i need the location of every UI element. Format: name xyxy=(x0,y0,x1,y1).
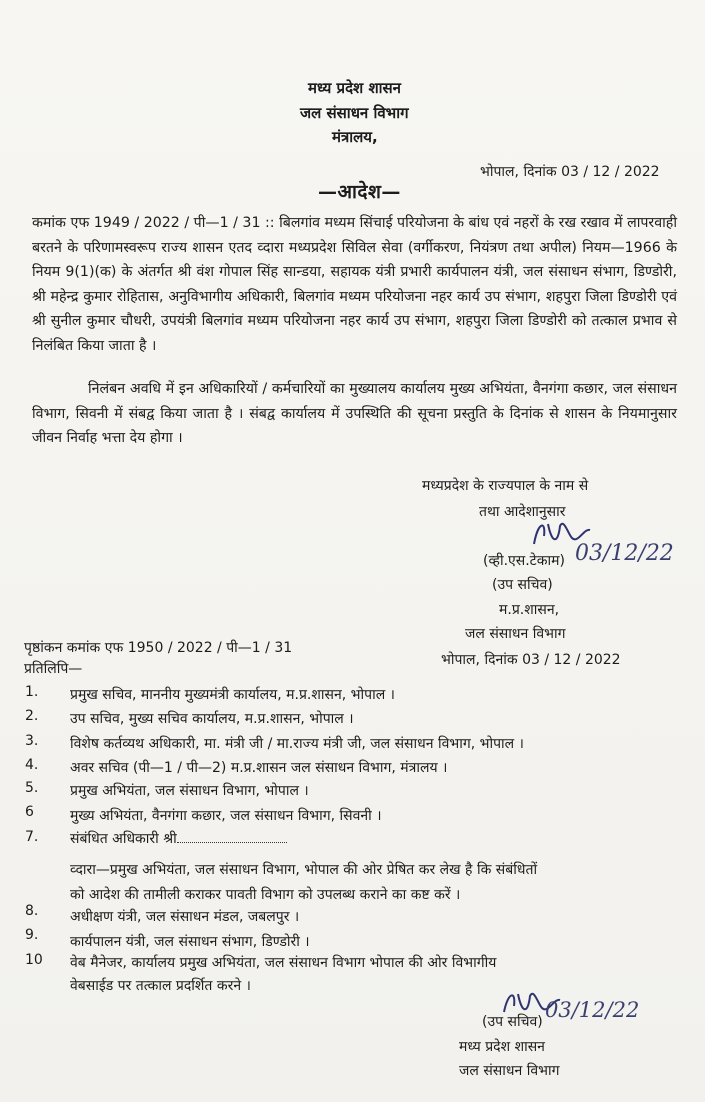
copy-item: अवर सचिव (पी—1 / पी—2) म.प्र.शासन जल संसाधन विभाग, मंत्रालय । xyxy=(70,760,448,776)
copy-item: विशेष कर्तव्यथ अधिकारी, मा. मंत्री जी / मा.राज्य मंत्री जी, जल संसाधन विभाग, भोपाल । xyxy=(70,736,524,752)
footer-org-2: जल संसाधन विभाग xyxy=(459,1063,560,1079)
endorsement-ref: पृष्ठांकन कमांक एफ 1950 / 2022 / पी—1 / 31 xyxy=(24,640,293,656)
header-ministry: मंत्रालय, xyxy=(332,128,378,146)
copy-item: उप सचिव, मुख्य सचिव कार्यालय, म.प्र.शासन, भोपाल । xyxy=(70,711,354,727)
copy-item-number: 1. xyxy=(25,684,39,700)
footer-signature-date: 03/12/22 xyxy=(545,998,640,1022)
copy-item: अधीक्षण यंत्री, जल संसाधन मंडल, जबलपुर । xyxy=(70,909,300,925)
signatory-org-1: म.प्र.शासन, xyxy=(499,602,560,618)
copy-item-continuation: को आदेश की तामीली कराकर पावती विभाग को उपलब्ध कराने का कष्ट करें । xyxy=(70,887,461,903)
copy-item-number: 2. xyxy=(25,708,39,724)
signatory-org-2: जल संसाधन विभाग xyxy=(465,626,566,642)
order-paragraph-2: निलंबन अवधि में इन अधिकारियों / कर्मचारियों का मुख्यालय कार्यालय मुख्य अभियंता, वैनगंगा कछार, जल संसाधन विभाग, सिवनी में संबद्व किया जाता है । संबद्व कार्यालय में उपस्थिति की सूचना प्रस्तुति के दिनांक से शासन के नियमानुसार जीवन निर्वाह भत्ता देय होगा । xyxy=(32,381,677,446)
order-title: —आदेश— xyxy=(318,181,401,203)
order-paragraph-1: कमांक एफ 1949 / 2022 / पी—1 / 31 :: बिलगांव मध्यम सिंचाई परियोजना के बांध एवं नहरों के रख रखाव में लापरवाही बरतने के परिणामस्वरूप राज्य शासन एतद व्दारा मध्यप्रदेश सिविल सेवा (वर्गीकरण, नियंत्रण तथा अपील) नियम—1966 के नियम 9(1)(क) के अंतर्गत श्री वंश गोपाल सिंह सान्डया, सहायक यंत्री प्रभारी कार्यपालन यंत्री, जल संसाधन संभाग, डिण्डोरी, श्री महेन्द्र कुमार रोहितास, अनुविभागीय अधिकारी, बिलगांव मध्यम परियोजना नहर कार्य उप संभाग, शहपुरा जिला डिण्डोरी एवं श्री सुनील कुमार चौधरी, उपयंत्री बिलगांव मध्यम परियोजना नहर कार्य उप संभाग, शहपुरा जिला डिण्डोरी को तत्काल प्रभाव से निलंबित किया जाता है । xyxy=(32,215,677,354)
copy-to-label: प्रतिलिपि— xyxy=(24,661,83,677)
copy-item-continuation: व्दारा—प्रमुख अभियंता, जल संसाधन विभाग, भोपाल की ओर प्रेषित कर लेख है कि संबंधितों xyxy=(70,862,538,878)
copy-item-number: 8. xyxy=(25,903,39,919)
blank-dotted-line xyxy=(177,830,287,843)
copy-item-continuation: वेबसाईड पर तत्काल प्रदर्शित करने । xyxy=(70,978,251,994)
by-order-line: तथा आदेशानुसार xyxy=(479,504,566,520)
signatory-designation: (उप सचिव) xyxy=(492,577,553,593)
signature-date: 03/12/22 xyxy=(575,541,674,566)
footer-org-1: मध्य प्रदेश शासन xyxy=(459,1039,545,1055)
copy-item: कार्यपालन यंत्री, जल संसाधन संभाग, डिण्डोरी । xyxy=(70,934,310,950)
copy-item: प्रमुख सचिव, माननीय मुख्यमंत्री कार्यालय, म.प्र.शासन, भोपाल । xyxy=(70,687,395,703)
copy-item-number: 5. xyxy=(25,780,39,796)
copy-item-number: 3. xyxy=(25,733,39,749)
copy-item-number: 10 xyxy=(25,952,43,968)
governor-name-line: मध्यप्रदेश के राज्यपाल के नाम से xyxy=(422,478,589,494)
header-state: मध्य प्रदेश शासन xyxy=(308,79,402,97)
header-department: जल संसाधन विभाग xyxy=(300,104,409,122)
copy-item-number: 6 xyxy=(25,804,34,820)
copy-item: वेब मैनेजर, कार्यालय प्रमुख अभियंता, जल संसाधन विभाग भोपाल की ओर विभागीय xyxy=(70,955,497,971)
footer-designation: (उप सचिव) xyxy=(482,1014,543,1030)
signatory-date: भोपाल, दिनांक 03 / 12 / 2022 xyxy=(441,652,621,668)
copy-item-text: संबंधित अधिकारी श्री xyxy=(70,831,177,847)
copy-item: प्रमुख अभियंता, जल संसाधन विभाग, भोपाल । xyxy=(70,783,309,799)
signatory-name: (व्ही.एस.टेकाम) xyxy=(483,553,565,569)
copy-item: मुख्य अभियंता, वैनगंगा कछार, जल संसाधन विभाग, सिवनी । xyxy=(70,808,382,824)
copy-item-number: 9. xyxy=(25,927,39,943)
copy-item-number: 7. xyxy=(25,829,39,845)
copy-item xyxy=(70,829,287,848)
place-date: भोपाल, दिनांक 03 / 12 / 2022 xyxy=(480,164,660,180)
copy-item-number: 4. xyxy=(25,757,39,773)
